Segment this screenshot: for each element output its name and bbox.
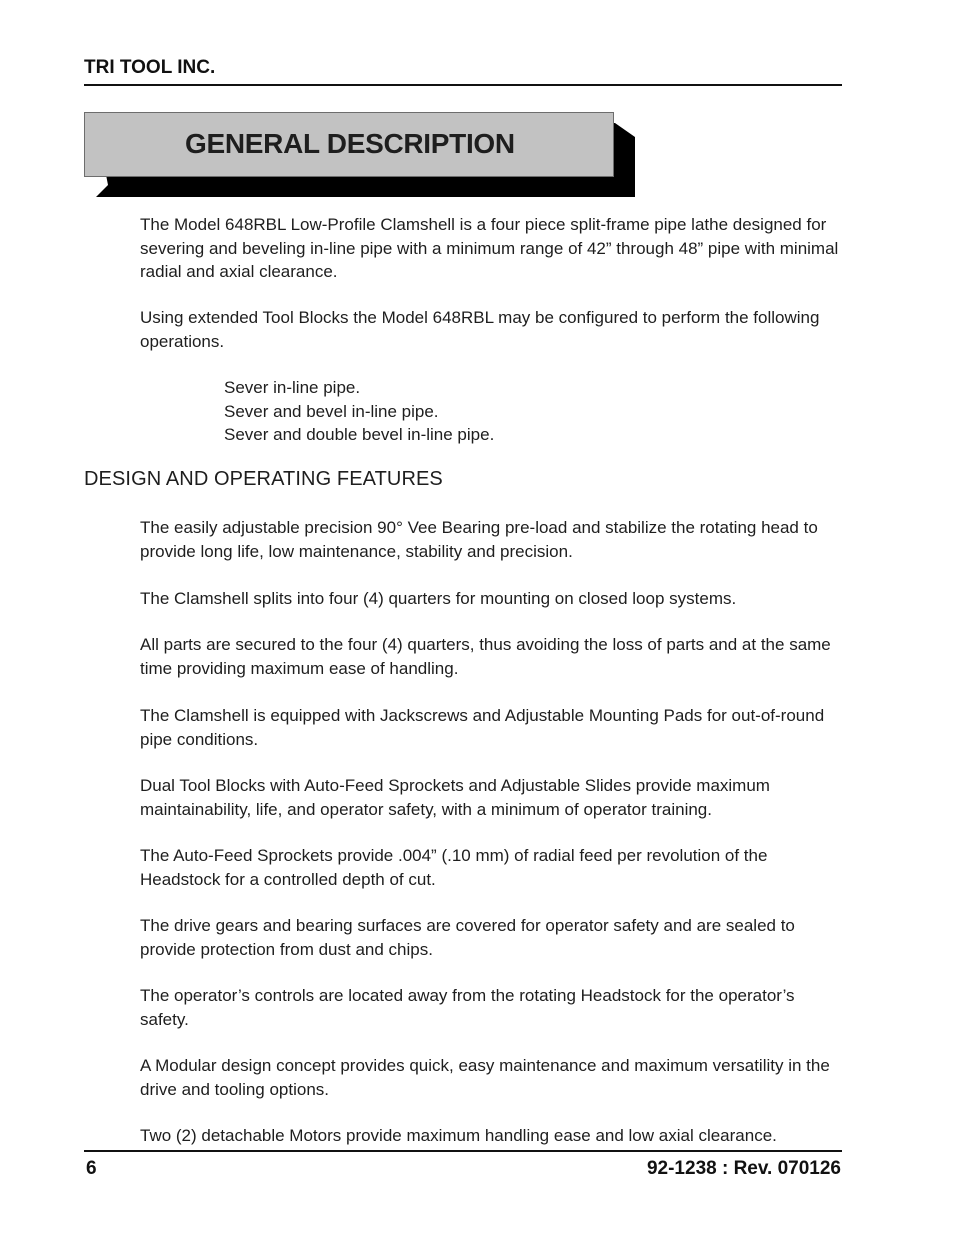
intro-paragraph-1: The Model 648RBL Low-Profile Clamshell is a four piece split-frame pipe lathe designed for severing and beveling in-line pipe with a minimum range of 42” through 48” pipe with minimal radial and axial clearance.	[140, 215, 839, 281]
feature-paragraph-1: The easily adjustable precision 90° Vee Bearing pre-load and stabilize the rotating head to provide long life, low maintenance, stability and precision.	[140, 518, 818, 561]
feature-paragraph-4: The Clamshell is equipped with Jackscrews and Adjustable Mounting Pads for out-of-round pipe conditions.	[140, 706, 825, 749]
section-heading-features: DESIGN AND OPERATING FEATURES	[84, 468, 443, 490]
feature-paragraph-10: Two (2) detachable Motors provide maximum handling ease and low axial clearance.	[140, 1126, 777, 1145]
header-rule	[84, 84, 842, 86]
feature-paragraph-3: All parts are secured to the four (4) quarters, thus avoiding the loss of parts and at the same time providing maximum ease of handling.	[140, 635, 831, 678]
operation-item-3: Sever and double bevel in-line pipe.	[224, 425, 495, 444]
page-header-company: TRI TOOL INC.	[84, 57, 216, 78]
document-revision: 92-1238 : Rev. 070126	[646, 1158, 841, 1179]
operation-item-2: Sever and bevel in-line pipe.	[224, 402, 439, 421]
operation-item-1: Sever in-line pipe.	[224, 378, 361, 397]
page-title: GENERAL DESCRIPTION	[185, 128, 515, 159]
feature-paragraph-9: A Modular design concept provides quick, easy maintenance and maximum versatility in the drive and tooling options.	[140, 1056, 830, 1099]
footer-rule	[84, 1150, 842, 1152]
feature-paragraph-7: The drive gears and bearing surfaces are covered for operator safety and are sealed to provide protection from dust and chips.	[140, 916, 795, 959]
title-box	[84, 112, 614, 177]
intro-paragraph-2: Using extended Tool Blocks the Model 648RBL may be configured to perform the following operations.	[140, 308, 820, 351]
feature-paragraph-2: The Clamshell splits into four (4) quarters for mounting on closed loop systems.	[140, 589, 737, 608]
feature-paragraph-6: The Auto-Feed Sprockets provide .004” (.10 mm) of radial feed per revolution of the Headstock for a controlled depth of cut.	[140, 846, 768, 889]
page-number: 6	[86, 1158, 97, 1179]
feature-paragraph-8: The operator’s controls are located away from the rotating Headstock for the operator’s safety.	[140, 986, 795, 1029]
feature-paragraph-5: Dual Tool Blocks with Auto-Feed Sprockets and Adjustable Slides provide maximum maintainability, life, and operator safety, with a minimum of operator training.	[140, 776, 770, 819]
